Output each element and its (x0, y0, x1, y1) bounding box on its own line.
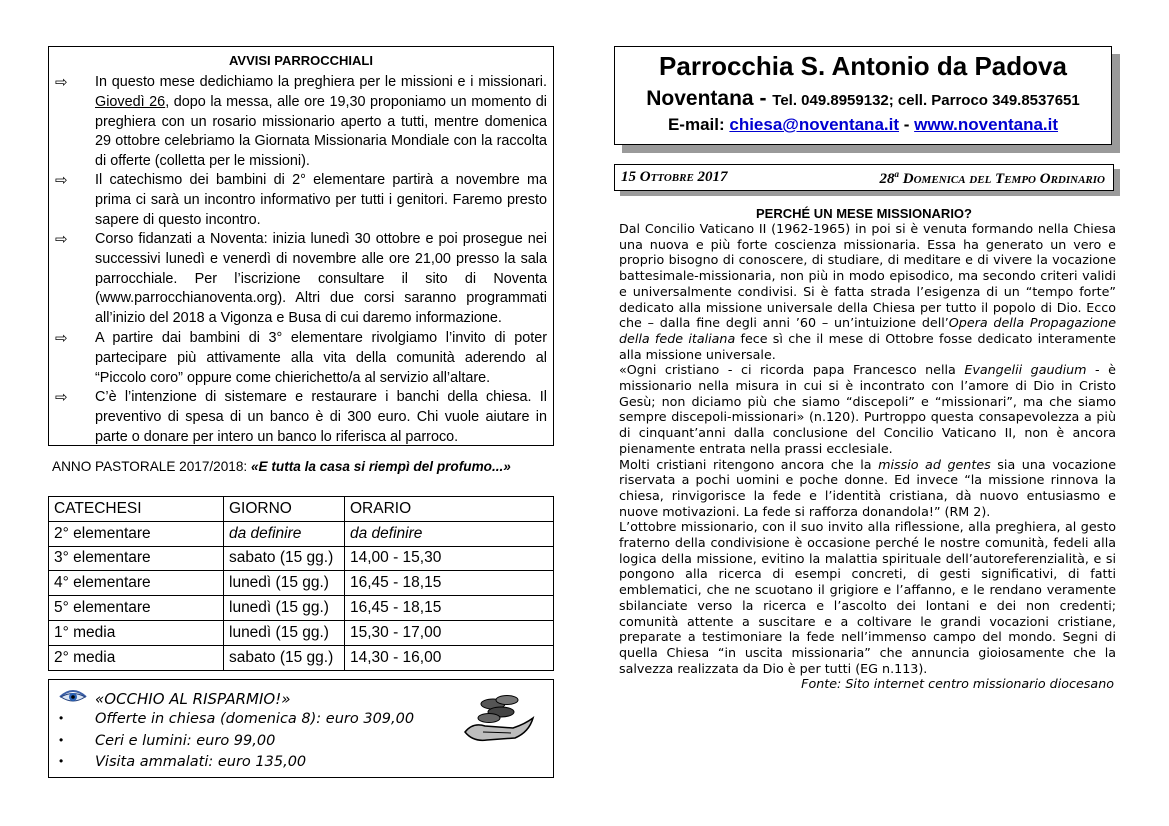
parish-phones: Tel. 049.8959132; cell. Parroco 349.8537651 (772, 92, 1080, 109)
table-header-row (49, 497, 554, 522)
table-cell: lunedì (15 gg.) (224, 596, 345, 621)
right-arrow-icon: ⇨ (55, 389, 68, 406)
table-header-cell: ORARIO (345, 497, 554, 522)
bullet: • (59, 754, 64, 768)
table-cell: 5° elementare (49, 596, 224, 621)
avvisi-title: AVVISI PARROCCHIALI (229, 53, 373, 68)
article-source: Fonte: Sito internet centro missionario diocesano (801, 676, 1114, 692)
email-label: E-mail: (667, 115, 730, 134)
avviso-text: In questo mese dedichiamo la preghiera per le missioni e i missionari. Giovedì 26, dopo la messa, alle ore 19,30 proponiamo un momento di preghiera con un rosario missionario aperto a tutti, mentre domenica 29 ottobre celebriamo la Giornata Missionaria Mondiale con la raccolta di offerte (colletta per le missioni). (95, 74, 547, 170)
table-cell: 16,45 - 18,15 (345, 596, 554, 621)
parish-title: Parrocchia S. Antonio da Padova (659, 51, 1067, 81)
avviso-text: C’è l’intenzione di sistemare e restaurare i banchi della chiesa. Il preventivo di spesa di un banco è di 300 euro. Chi vuole aiutare in parte o donare per intero un banco lo riferisca al parroco. (95, 389, 547, 445)
anno-pastorale (52, 459, 511, 474)
article-paragraph: «Ogni cristiano - ci ricorda papa Francesco nella Evangelii gaudium - è missionario nella misura in cui si è incontrato con l’amore di Dio in Cristo Gesù; non diciamo più che siamo “discepoli” e “missionari”, ma che siamo sempre discepoli-missionari» (n.120). Purtroppo questa consapevolezza a più di cinquant’anni dalla conclusione del Concilio Vaticano II, non è ancora pienamente entrata nella prassi ecclesiale. (619, 362, 1116, 456)
article-paragraph: L’ottobre missionario, con il suo invito alla riflessione, alla preghiera, al gesto fraterno della condivisione è occasione perché le nostre comunità, fedeli alla logica della missione, evitino la malattia spirituale dell’autoreferenzialità, e si pongono alla ricerca di esempi concreti, di gesti significativi, di fatti emblematici, che ne scuotano il grigiore e l’affanno, e le rendano veramente sbilanciate verso la ricerca e l’ascolto dei lontani e dei non credenti; comunità attente a suscitare e a coltivare le grandi vocazioni cristiane, preparate a testimoniare la fede nell’immenso campo del mondo. Segni di quella Chiesa “in uscita missionaria” che annuncia gioiosamente che la salvezza realizzata da Dio è per tutti (EG n.113). (619, 519, 1116, 676)
table-row (49, 571, 554, 596)
table-row (49, 521, 554, 546)
table-cell: 14,30 - 16,00 (345, 645, 554, 670)
bullet: • (59, 711, 64, 725)
anno-motto: «E tutta la casa si riempì del profumo...» (250, 459, 511, 474)
right-arrow-icon: ⇨ (55, 74, 68, 91)
parish-town: Noventana - (646, 87, 773, 110)
table-cell: da definire (224, 521, 345, 546)
parish-contacts (615, 87, 1111, 111)
email-link[interactable]: chiesa@noventana.it (729, 115, 900, 134)
table-cell: 16,45 - 18,15 (345, 571, 554, 596)
anno-label: ANNO PASTORALE 2017/2018: (52, 459, 251, 474)
separator: - (899, 115, 915, 134)
table-cell: sabato (15 gg.) (224, 645, 345, 670)
avviso-text: A partire dai bambini di 3° elementare rivolgiamo l’invito di poter partecipare più attivamente alla vita della comunità aderendo al “Piccolo coro” oppure come chierichetto/a al servizio all’altare. (95, 330, 547, 386)
date-bar (614, 164, 1114, 191)
table-row (49, 645, 554, 670)
table-row (49, 620, 554, 645)
table-cell: 2° media (49, 645, 224, 670)
article-paragraph: Molti cristiani ritengono ancora che la missio ad gentes sia una vocazione riservata a pochi uomini e poche donne. Ed invece “la missione rinnova la chiesa, rinvigorisce la fede e l’identità cristiana, dà nuovo entusiasmo e nuove motivazioni. La fede si rafforza donandola!” (RM 2). (619, 456, 1117, 519)
avviso-text: Il catechismo dei bambini di 2° elementare partirà a novembre ma prima ci sarà un incontro informativo per tutti i genitori. Faremo presto sapere di questo incontro. (95, 172, 547, 228)
table-cell: 1° media (49, 620, 224, 645)
eye-icon (58, 687, 88, 705)
table-cell: 15,30 - 17,00 (345, 620, 554, 645)
table-row (49, 596, 554, 621)
table-cell: lunedì (15 gg.) (224, 620, 345, 645)
parish-web-line (615, 115, 1111, 135)
right-arrow-icon: ⇨ (55, 330, 68, 347)
issue-date: 15 Ottobre 2017 (621, 169, 728, 185)
table-header-cell: CATECHESI (49, 497, 224, 522)
table-cell: 2° elementare (49, 521, 224, 546)
website-link[interactable]: www.noventana.it (914, 115, 1059, 134)
avvisi-box (48, 46, 554, 446)
parish-header (614, 46, 1112, 145)
catechesi-table (48, 496, 554, 671)
article-paragraph: Dal Concilio Vaticano II (1962-1965) in poi si è venuta formando nella Chiesa una nuova e più forte coscienza missionaria. Essa ha generato un vero e proprio bisogno di conoscere, di studiare, di meditare e di vivere la vocazione battesimale-missionaria, non più in modo episodico, ma secondo criteri validi e universalmente condivisi. Si è fatta strada l’esigenza di un “tempo forte” dedicato alla missione universale della Chiesa per tutto il popolo di Dio. Ecco che – dalla fine degli anni ’60 – un’intuizione dell’Opera della Propagazione della fede italiana fece sì che il mese di Ottobre fosse dedicato interamente alla missione universale. (619, 221, 1117, 362)
table-cell: 3° elementare (49, 546, 224, 571)
table-cell: 14,00 - 15,30 (345, 546, 554, 571)
right-arrow-icon: ⇨ (55, 231, 68, 248)
right-arrow-icon: ⇨ (55, 172, 68, 189)
bullet: • (59, 732, 64, 747)
article-title: PERCHÉ UN MESE MISSIONARIO? (756, 206, 972, 221)
table-header-cell: GIORNO (224, 497, 345, 522)
table-cell: da definire (345, 521, 554, 546)
table-cell: lunedì (15 gg.) (224, 571, 345, 596)
liturgical-sunday: 28$^a$ Domenica del Tempo Ordinario (879, 169, 1105, 187)
table-cell: sabato (15 gg.) (224, 546, 345, 571)
article-body (619, 221, 1116, 692)
table-cell: 4° elementare (49, 571, 224, 596)
occhio-risparmio-box: «OCCHIO AL RISPARMIO!» • Offerte in chiesa (domenica 8): euro 309,00 • Ceri e lumini: euro 99,00 • Visita ammalati: euro 135,00 (48, 679, 554, 778)
avviso-text: Corso fidanzati a Noventa: inizia lunedì 30 ottobre e poi prosegue nei successivi lunedì e venerdì di novembre alle ore 21,00 presso la sala parrocchiale. Per l’iscrizione consultare il sito di Noventa (www.parrocchianoventa.org). Altri due corsi saranno programmati all’inizio del 2018 a Vigonza e Busa di cui daremo informazione. (95, 231, 547, 327)
occhio-title: «OCCHIO AL RISPARMIO!» (95, 690, 291, 708)
table-row (49, 546, 554, 571)
coins-in-hand-icon (463, 692, 535, 748)
